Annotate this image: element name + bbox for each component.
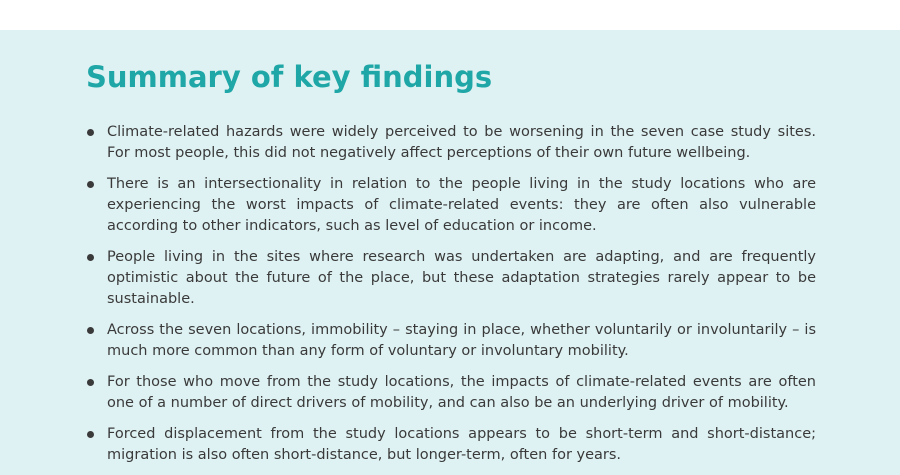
finding-item <box>86 372 816 414</box>
bullet-icon <box>87 327 94 334</box>
finding-text: For those who move from the study locations, the impacts of climate-related events are often one of a number of direct drivers of mobility, and can also be an underlying driver of mobility. <box>107 374 816 411</box>
finding-item <box>86 424 816 466</box>
finding-item <box>86 320 816 362</box>
finding-item <box>86 247 816 310</box>
finding-text: Forced displacement from the study locations appears to be short-term and short-distance; migration is also often short-distance, but longer-term, often for years. <box>107 426 816 463</box>
finding-text: There is an intersectionality in relation to the people living in the study locations who are experiencing the worst impacts of climate-related events: they are often also vulnerable according to other indicators, such as level of education or income. <box>107 176 816 234</box>
finding-item <box>86 174 816 237</box>
finding-item <box>86 122 816 164</box>
findings-list <box>86 122 816 475</box>
bullet-icon <box>87 254 94 261</box>
bullet-icon <box>87 379 94 386</box>
finding-text: Across the seven locations, immobility – staying in place, whether voluntarily or involuntarily – is much more common than any form of voluntary or involuntary mobility. <box>107 322 816 359</box>
page-title: Summary of key findings <box>86 60 493 94</box>
finding-text: Climate-related hazards were widely perceived to be worsening in the seven case study sites. For most people, this did not negatively affect perceptions of their own future wellbeing. <box>107 124 816 161</box>
bullet-icon <box>87 431 94 438</box>
finding-text: People living in the sites where research was undertaken are adapting, and are frequently optimistic about the future of the place, but these adaptation strategies rarely appear to be sustainable. <box>107 249 816 307</box>
bullet-icon <box>87 181 94 188</box>
bullet-icon <box>87 129 94 136</box>
key-findings-panel <box>0 30 900 475</box>
